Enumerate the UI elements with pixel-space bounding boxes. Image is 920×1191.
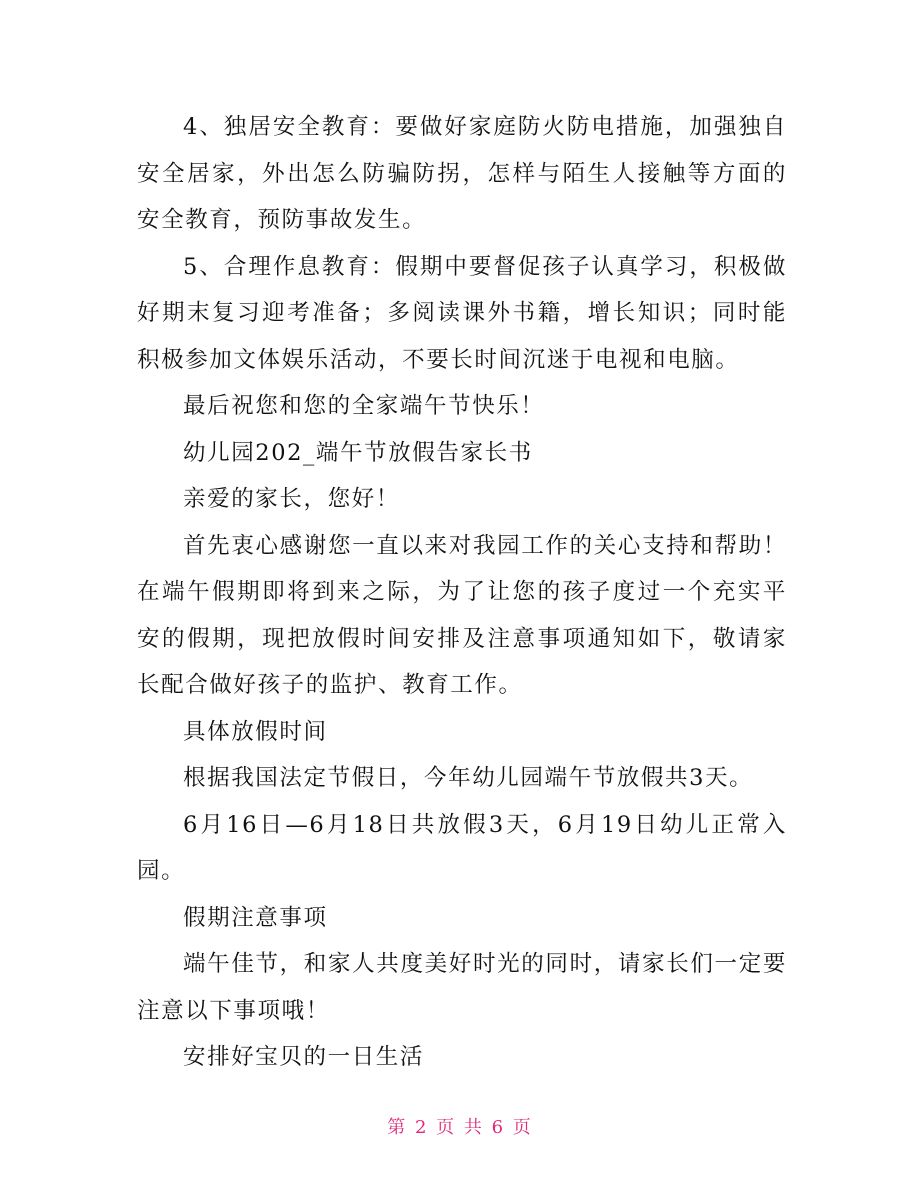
paragraph-holiday-length: 根据我国法定节假日，今年幼儿园端午节放假共3天。 xyxy=(183,765,754,791)
paragraph-safety-education: 4、独居安全教育：要做好家庭防火防电措施，加强独自安全居家，外出怎么防骗防拐，怎样与陌生人接触等方面的安全教育，预防事故发生。 xyxy=(137,114,787,233)
paragraph-holiday-dates: 6月16日—6月18日共放假3天，6月19日幼儿正常入园。 xyxy=(137,811,787,884)
paragraph-holiday-wishes: 最后祝您和您的全家端午节快乐！ xyxy=(183,393,545,419)
paragraph-rest-education: 5、合理作息教育：假期中要督促孩子认真学习，积极做好期末复习迎考准备；多阅读课外书籍，增长知识；同时能积极参加文体娱乐活动，不要长时间沉迷于电视和电脑。 xyxy=(137,253,787,373)
paragraph-notes-intro: 端午佳节，和家人共度美好时光的同时，请家长们一定要注意以下事项哦！ xyxy=(137,951,787,1024)
paragraph-thanks: 首先衷心感谢您一直以来对我园工作的关心支持和帮助！在端午假期即将到来之际，为了让您的孩子度过一个充实平安的假期，现把放假时间安排及注意事项通知如下，敬请家长配合做好孩子的监护、教育工作。 xyxy=(137,532,787,698)
paragraph-daily-life: 安排好宝贝的一日生活 xyxy=(183,1044,425,1070)
section-heading-holiday-time: 具体放假时间 xyxy=(183,718,328,745)
letter-title: 幼儿园202_端午节放假告家长书 xyxy=(183,439,533,466)
document-body xyxy=(137,104,787,1081)
letter-greeting: 亲爱的家长，您好！ xyxy=(183,486,400,512)
section-heading-notes: 假期注意事项 xyxy=(183,904,328,931)
page-number-footer: 第 2 页 共 6 页 xyxy=(387,1117,533,1138)
